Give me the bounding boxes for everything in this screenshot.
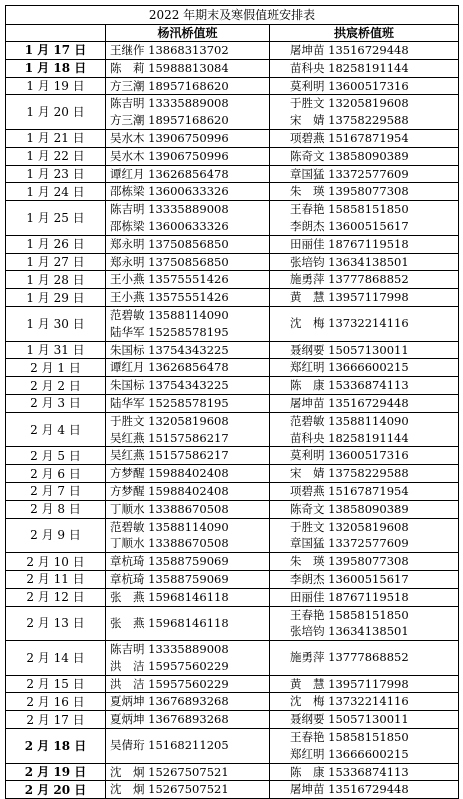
gongchenqiao-duty-cell [270,465,459,483]
staff-entry: 屠坤苗 13516729448 [290,395,409,410]
gongchenqiao-duty-cell [270,271,459,289]
staff-entry: 朱国标 13754343225 [110,378,229,393]
table-row [6,289,459,307]
header-date [6,25,106,42]
staff-entry: 章国猛 13372577609 [290,536,409,551]
gongchenqiao-duty-cell [270,77,459,95]
yangxunqiao-duty-cell [106,447,270,465]
staff-entry: 范碧敏 13588114090 [110,307,229,322]
date-cell: 2 月 16 日 [6,693,106,711]
staff-entry: 范碧敏 13588114090 [290,413,409,428]
staff-entry: 宋 婧 13758229588 [290,466,409,481]
date-cell: 1 月 29 日 [6,289,106,307]
date-cell: 2 月 6 日 [6,465,106,483]
staff-entry: 吴水木 13906750996 [110,148,229,163]
table-row [6,763,459,781]
table-row [6,59,459,77]
table-row [6,253,459,271]
header-row [6,25,459,42]
table-row [6,129,459,147]
staff-entry: 陈吉明 13335889008 [110,202,229,217]
staff-entry: 章杭琦 13588759069 [110,571,229,586]
staff-entry: 陈吉明 13335889008 [110,96,229,111]
date-cell: 2 月 12 日 [6,588,106,606]
staff-entry: 苗科央 18258191144 [290,60,409,75]
staff-entry: 洪 洁 15957560229 [110,676,229,691]
table-row [6,500,459,518]
gongchenqiao-duty-cell [270,183,459,201]
yangxunqiao-duty-cell [106,183,270,201]
staff-entry: 项碧燕 15167871954 [290,130,409,145]
table-title: 2022 年期末及寒假值班安排表 [6,6,459,25]
staff-entry: 苗科央 18258191144 [290,430,409,445]
yangxunqiao-duty-cell [106,129,270,147]
staff-entry: 田丽佳 18767119518 [290,236,409,251]
staff-entry: 莫利明 13600517316 [290,448,409,463]
table-row [6,42,459,60]
staff-entry: 宋 婧 13758229588 [290,113,409,128]
gongchenqiao-duty-cell [270,59,459,77]
yangxunqiao-duty-cell [106,201,270,236]
staff-entry: 邵栋梁 13600633326 [110,184,229,199]
gongchenqiao-duty-cell [270,306,459,341]
table-row [6,183,459,201]
date-cell: 1 月 19 日 [6,77,106,95]
date-cell: 1 月 30 日 [6,306,106,341]
staff-entry: 李朗杰 13600515617 [290,218,409,233]
date-cell: 1 月 18 日 [6,59,106,77]
yangxunqiao-duty-cell [106,377,270,395]
staff-entry: 朱 瑛 13958077308 [290,554,409,569]
table-row [6,394,459,412]
gongchenqiao-duty-cell [270,412,459,447]
date-cell: 2 月 5 日 [6,447,106,465]
date-cell: 2 月 11 日 [6,570,106,588]
table-row [6,588,459,606]
gongchenqiao-duty-cell [270,359,459,377]
staff-entry: 王小燕 13575551426 [110,272,229,287]
staff-entry: 于胜文 13205819608 [290,519,409,534]
date-cell: 1 月 20 日 [6,95,106,130]
yangxunqiao-duty-cell [106,570,270,588]
staff-entry: 朱 瑛 13958077308 [290,184,409,199]
gongchenqiao-duty-cell [270,729,459,764]
table-row [6,341,459,359]
table-row [6,711,459,729]
gongchenqiao-duty-cell [270,781,459,799]
gongchenqiao-duty-cell [270,201,459,236]
table-row [6,447,459,465]
table-row [6,781,459,799]
table-row [6,165,459,183]
staff-entry: 陈 康 15336874113 [290,764,409,779]
staff-entry: 陆华军 15258578195 [110,395,229,410]
staff-entry: 陆华军 15258578195 [110,324,229,339]
yangxunqiao-duty-cell [106,606,270,641]
date-cell: 1 月 24 日 [6,183,106,201]
date-cell: 1 月 28 日 [6,271,106,289]
staff-entry: 章国猛 13372577609 [290,166,409,181]
date-cell: 2 月 10 日 [6,553,106,571]
yangxunqiao-duty-cell [106,95,270,130]
yangxunqiao-duty-cell [106,147,270,165]
gongchenqiao-duty-cell [270,711,459,729]
table-row [6,606,459,641]
yangxunqiao-duty-cell [106,59,270,77]
staff-entry: 郑红明 13666600215 [290,360,409,375]
yangxunqiao-duty-cell [106,77,270,95]
staff-entry: 于胜文 13205819608 [290,96,409,111]
staff-entry: 黄 慧 13957117998 [290,676,409,691]
staff-entry: 施勇萍 13777868852 [290,272,409,287]
table-row [6,235,459,253]
staff-entry: 张 燕 15968146118 [110,589,229,604]
table-row [6,465,459,483]
staff-entry: 洪 洁 15957560229 [110,658,229,673]
date-cell: 2 月 20 日 [6,781,106,799]
date-cell: 1 月 23 日 [6,165,106,183]
date-cell: 1 月 31 日 [6,341,106,359]
date-cell: 2 月 2 日 [6,377,106,395]
yangxunqiao-duty-cell [106,641,270,676]
staff-entry: 王春艳 15858151850 [290,730,409,745]
staff-entry: 丁顺水 13388670508 [110,536,229,551]
staff-entry: 项碧燕 15167871954 [290,483,409,498]
gongchenqiao-duty-cell [270,147,459,165]
date-cell: 2 月 13 日 [6,606,106,641]
gongchenqiao-duty-cell [270,377,459,395]
yangxunqiao-duty-cell [106,781,270,799]
date-cell: 1 月 25 日 [6,201,106,236]
header-yangxunqiao: 杨汛桥值班 [106,25,270,42]
gongchenqiao-duty-cell [270,588,459,606]
yangxunqiao-duty-cell [106,675,270,693]
date-cell: 2 月 14 日 [6,641,106,676]
yangxunqiao-duty-cell [106,253,270,271]
staff-entry: 吴红燕 15157586217 [110,448,229,463]
staff-entry: 夏炳坤 13676893268 [110,712,229,727]
yangxunqiao-duty-cell [106,518,270,553]
yangxunqiao-duty-cell [106,165,270,183]
gongchenqiao-duty-cell [270,447,459,465]
table-row [6,675,459,693]
date-cell: 2 月 19 日 [6,763,106,781]
staff-entry: 方三潮 18957168620 [110,78,229,93]
date-cell: 2 月 3 日 [6,394,106,412]
staff-entry: 陈 康 15336874113 [290,378,409,393]
gongchenqiao-duty-cell [270,500,459,518]
title-row [6,6,459,25]
table-row [6,553,459,571]
staff-entry: 沈 梅 13732214116 [290,316,409,331]
yangxunqiao-duty-cell [106,729,270,764]
staff-entry: 夏炳坤 13676893268 [110,694,229,709]
staff-entry: 沈 炯 15267507521 [110,764,229,779]
staff-entry: 章杭琦 13588759069 [110,554,229,569]
gongchenqiao-duty-cell [270,693,459,711]
date-cell: 2 月 17 日 [6,711,106,729]
staff-entry: 谭红月 13626856478 [110,360,229,375]
gongchenqiao-duty-cell [270,165,459,183]
yangxunqiao-duty-cell [106,482,270,500]
gongchenqiao-duty-cell [270,289,459,307]
staff-entry: 黄 慧 13957117998 [290,290,409,305]
table-row [6,412,459,447]
staff-entry: 郑永明 13750856850 [110,236,229,251]
staff-entry: 邵栋梁 13600633326 [110,218,229,233]
gongchenqiao-duty-cell [270,394,459,412]
yangxunqiao-duty-cell [106,341,270,359]
gongchenqiao-duty-cell [270,518,459,553]
yangxunqiao-duty-cell [106,42,270,60]
yangxunqiao-duty-cell [106,711,270,729]
duty-schedule-table [5,5,459,799]
staff-entry: 陈奇文 13858090389 [290,501,409,516]
date-cell: 1 月 21 日 [6,129,106,147]
table-row [6,518,459,553]
staff-entry: 屠坤苗 13516729448 [290,782,409,797]
staff-entry: 聂纲要 15057130011 [290,712,409,727]
table-row [6,641,459,676]
staff-entry: 王春艳 15858151850 [290,607,409,622]
staff-entry: 莫利明 13600517316 [290,78,409,93]
table-row [6,377,459,395]
yangxunqiao-duty-cell [106,289,270,307]
staff-entry: 吴倩珩 15168211205 [110,738,229,753]
staff-entry: 谭红月 13626856478 [110,166,229,181]
table-row [6,570,459,588]
staff-entry: 张 燕 15968146118 [110,615,229,630]
gongchenqiao-duty-cell [270,482,459,500]
date-cell: 2 月 1 日 [6,359,106,377]
table-row [6,77,459,95]
yangxunqiao-duty-cell [106,500,270,518]
staff-entry: 郑永明 13750856850 [110,254,229,269]
staff-entry: 陈奇文 13858090389 [290,148,409,163]
table-row [6,693,459,711]
staff-entry: 郑红明 13666600215 [290,746,409,761]
yangxunqiao-duty-cell [106,465,270,483]
date-cell: 2 月 8 日 [6,500,106,518]
date-cell: 1 月 22 日 [6,147,106,165]
gongchenqiao-duty-cell [270,553,459,571]
staff-entry: 沈 梅 13732214116 [290,694,409,709]
table-row [6,359,459,377]
gongchenqiao-duty-cell [270,253,459,271]
table-row [6,201,459,236]
yangxunqiao-duty-cell [106,394,270,412]
gongchenqiao-duty-cell [270,675,459,693]
gongchenqiao-duty-cell [270,763,459,781]
yangxunqiao-duty-cell [106,359,270,377]
staff-entry: 王小燕 13575551426 [110,290,229,305]
date-cell: 1 月 27 日 [6,253,106,271]
table-row [6,729,459,764]
staff-entry: 沈 炯 15267507521 [110,782,229,797]
gongchenqiao-duty-cell [270,606,459,641]
staff-entry: 王春艳 15858151850 [290,202,409,217]
staff-entry: 田丽佳 18767119518 [290,589,409,604]
staff-entry: 张培钧 13634138501 [290,624,409,639]
staff-entry: 朱国标 13754343225 [110,342,229,357]
gongchenqiao-duty-cell [270,95,459,130]
yangxunqiao-duty-cell [106,553,270,571]
date-cell: 1 月 26 日 [6,235,106,253]
gongchenqiao-duty-cell [270,570,459,588]
table-row [6,147,459,165]
staff-entry: 施勇萍 13777868852 [290,650,409,665]
yangxunqiao-duty-cell [106,271,270,289]
staff-entry: 吴红燕 15157586217 [110,430,229,445]
staff-entry: 丁顺水 13388670508 [110,501,229,516]
staff-entry: 陈 莉 15988813084 [110,60,229,75]
yangxunqiao-duty-cell [106,763,270,781]
table-row [6,306,459,341]
staff-entry: 方梦醒 15988402408 [110,483,229,498]
table-row [6,482,459,500]
staff-entry: 方三潮 18957168620 [110,113,229,128]
staff-entry: 范碧敏 13588114090 [110,519,229,534]
table-row [6,271,459,289]
gongchenqiao-duty-cell [270,42,459,60]
date-cell: 2 月 7 日 [6,482,106,500]
date-cell: 2 月 4 日 [6,412,106,447]
gongchenqiao-duty-cell [270,341,459,359]
staff-entry: 于胜文 13205819608 [110,413,229,428]
gongchenqiao-duty-cell [270,129,459,147]
yangxunqiao-duty-cell [106,235,270,253]
staff-entry: 屠坤苗 13516729448 [290,43,409,57]
staff-entry: 张培钧 13634138501 [290,254,409,269]
yangxunqiao-duty-cell [106,588,270,606]
staff-entry: 聂纲要 15057130011 [290,342,409,357]
gongchenqiao-duty-cell [270,641,459,676]
staff-entry: 方梦醒 15988402408 [110,466,229,481]
header-gongchenqiao: 拱宸桥值班 [270,25,459,42]
yangxunqiao-duty-cell [106,412,270,447]
staff-entry: 王继作 13868313702 [110,43,229,57]
table-row [6,95,459,130]
date-cell: 2 月 9 日 [6,518,106,553]
yangxunqiao-duty-cell [106,693,270,711]
staff-entry: 陈吉明 13335889008 [110,642,229,657]
date-cell: 2 月 15 日 [6,675,106,693]
staff-entry: 吴水木 13906750996 [110,130,229,145]
date-cell: 2 月 18 日 [6,729,106,764]
date-cell: 1 月 17 日 [6,42,106,60]
staff-entry: 李朗杰 13600515617 [290,571,409,586]
gongchenqiao-duty-cell [270,235,459,253]
yangxunqiao-duty-cell [106,306,270,341]
